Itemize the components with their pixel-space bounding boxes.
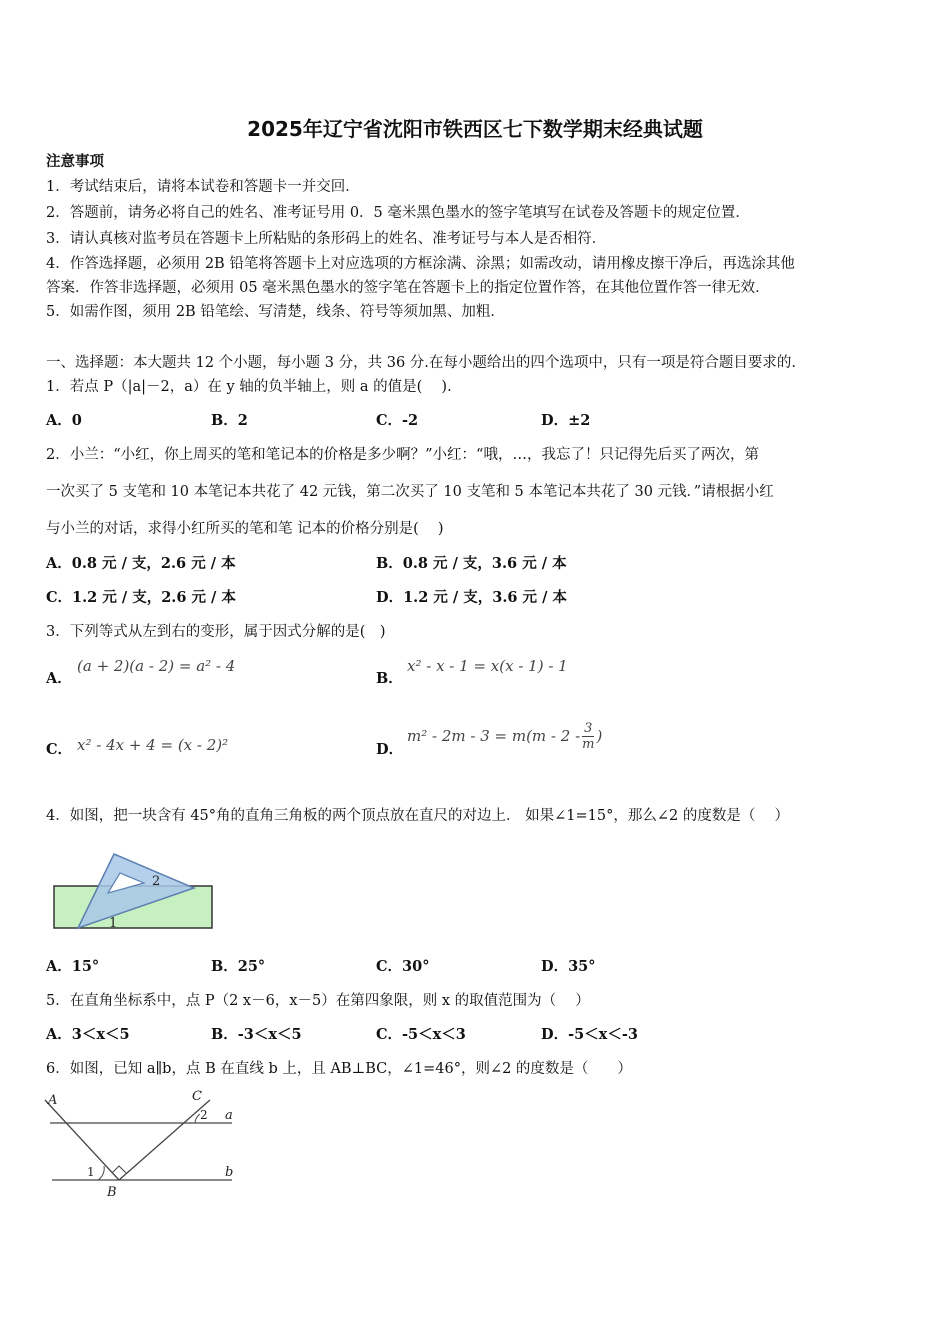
angle-1-label: 1 [87, 1165, 95, 1179]
q1-option-a[interactable]: A．0 [46, 412, 82, 429]
q3-formula-d-right: ) [596, 727, 603, 745]
point-c-label: C [192, 1089, 202, 1104]
q3-option-d[interactable]: D． [376, 741, 404, 758]
angle-1-label: 1 [109, 916, 118, 931]
q3-formula-b: x² - x - 1 = x(x - 1) - 1 [407, 657, 568, 675]
notice-heading: 注意事项 [46, 153, 104, 170]
fraction-numerator: 3 [584, 720, 593, 736]
angle-1-arc [98, 1166, 104, 1180]
q3-formula-d-fraction [582, 721, 594, 752]
question-5-stem: 5．在直角坐标系中，点 P（2 x－6，x－5）在第四象限，则 x 的取值范围为（ ） [46, 993, 590, 1009]
question-1-stem: 1．若点 P（|a|－2，a）在 y 轴的负半轴上，则 a 的值是( ). [46, 379, 452, 395]
section-heading: 一、选择题：本大题共 12 个小题，每小题 3 分，共 36 分.在每小题给出的四个选项中，只有一项是符合题目要求的. [46, 355, 796, 371]
q3-formula-a: (a + 2)(a - 2) = a² - 4 [77, 657, 236, 675]
fraction-denominator: m [582, 736, 595, 752]
q3-formula-d [407, 714, 602, 758]
q2-option-a[interactable]: A．0.8 元 / 支，2.6 元 / 本 [46, 555, 236, 572]
q5-option-c[interactable]: C．-5＜x＜3 [376, 1026, 466, 1043]
parallel-lines-figure [40, 1088, 245, 1200]
angle-2-label: 2 [200, 1108, 208, 1122]
q4-option-a[interactable]: A．15° [46, 958, 100, 975]
segment-ab [45, 1100, 119, 1180]
q4-option-d[interactable]: D．35° [541, 958, 596, 975]
q3-option-b[interactable]: B． [376, 670, 403, 687]
q2-option-d[interactable]: D．1.2 元 / 支，3.6 元 / 本 [376, 589, 567, 606]
question-3-stem: 3．下列等式从左到右的变形，属于因式分解的是( ) [46, 624, 386, 640]
notice-item: 3．请认真核对监考员在答题卡上所粘贴的条形码上的姓名、准考证号与本人是否相符． [46, 231, 607, 247]
question-4-stem: 4．如图，把一块含有 45°角的直角三角板的两个顶点放在直尺的对边上． 如果∠1=15°，那么∠2 的度数是（ ） [46, 808, 789, 824]
point-b-label: B [107, 1185, 117, 1200]
notice-item: 2．答题前，请务必将自己的姓名、准考证号用 0．5 毫米黑色墨水的签字笔填写在试卷及答题卡的规定位置． [46, 205, 750, 221]
right-angle-mark [112, 1166, 126, 1173]
ruler-triangle-figure [46, 848, 221, 933]
q1-option-b[interactable]: B．2 [211, 412, 248, 429]
q4-option-b[interactable]: B．25° [211, 958, 266, 975]
q1-option-c[interactable]: C．-2 [376, 412, 419, 429]
question-2-line: 一次买了 5 支笔和 10 本笔记本共花了 42 元钱，第二次买了 10 支笔和 5 本笔记本共花了 30 元钱．”请根据小红 [46, 484, 774, 500]
q5-option-d[interactable]: D．-5＜x＜-3 [541, 1026, 638, 1043]
notice-item: 5．如需作图，须用 2B 铅笔绘、写清楚，线条、符号等须加黑、加粗． [46, 304, 505, 320]
q3-option-a[interactable]: A． [46, 670, 72, 687]
notice-item: 4．作答选择题，必须用 2B 铅笔将答题卡上对应选项的方框涂满、涂黑；如需改动，请用橡皮擦干净后，再选涂其他 [46, 256, 795, 272]
segment-bc [119, 1100, 210, 1180]
q3-formula-d-left: m² - 2m - 3 = m(m - 2 - [407, 727, 581, 745]
line-b-label: b [225, 1165, 234, 1180]
q5-option-a[interactable]: A．3＜x＜5 [46, 1026, 130, 1043]
point-a-label: A [48, 1093, 58, 1108]
q1-option-d[interactable]: D．±2 [541, 412, 591, 429]
q2-option-c[interactable]: C．1.2 元 / 支，2.6 元 / 本 [46, 589, 236, 606]
question-2-line: 2．小兰：“小红，你上周买的笔和笔记本的价格是多少啊？”小红：“哦，…，我忘了！只记得先后买了两次，第 [46, 447, 759, 463]
question-2-line: 与小兰的对话，求得小红所买的笔和笔 记本的价格分别是( ) [46, 521, 444, 537]
q4-option-c[interactable]: C．30° [376, 958, 430, 975]
notice-item: 1．考试结束后，请将本试卷和答题卡一并交回． [46, 179, 360, 195]
page-title: 2025年辽宁省沈阳市铁西区七下数学期末经典试题 [247, 117, 703, 141]
q3-formula-c: x² - 4x + 4 = (x - 2)² [77, 736, 229, 754]
q2-option-b[interactable]: B．0.8 元 / 支，3.6 元 / 本 [376, 555, 567, 572]
angle-2-label: 2 [152, 874, 161, 889]
line-a-label: a [225, 1108, 233, 1123]
notice-item: 答案．作答非选择题，必须用 05 毫米黑色墨水的签字笔在答题卡上的指定位置作答，在其他位置作答一律无效． [46, 280, 770, 296]
q3-option-c[interactable]: C． [46, 741, 73, 758]
q5-option-b[interactable]: B．-3＜x＜5 [211, 1026, 302, 1043]
question-6-stem: 6．如图，已知 a∥b，点 B 在直线 b 上，且 AB⊥BC，∠1=46°，则∠2 的度数是（ ） [46, 1061, 632, 1077]
